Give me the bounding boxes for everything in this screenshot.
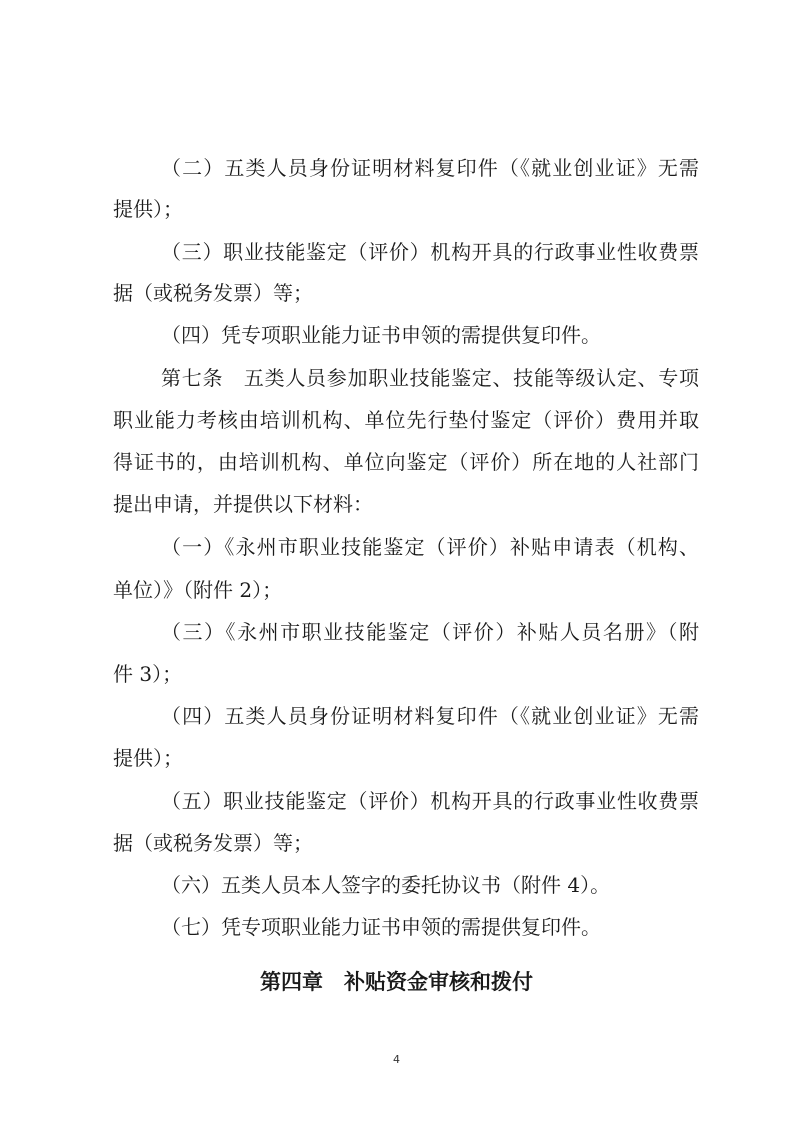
page-number: 4: [393, 1053, 400, 1066]
paragraph-line: （三）《永州市职业技能鉴定（评价）补贴人员名册》（附: [161, 620, 699, 644]
paragraph-line: 据（或税务发票）等；: [113, 831, 313, 855]
paragraph-line: 提供）；: [113, 197, 183, 221]
paragraph-line: （一）《永州市职业技能鉴定（评价）补贴申请表（机构、: [161, 535, 699, 559]
paragraph-line: 提供）；: [113, 746, 183, 770]
paragraph-line: 提出申请，并提供以下材料：: [113, 492, 373, 516]
paragraph-line: 职业能力考核由培训机构、单位先行垫付鉴定（评价）费用并取: [113, 408, 699, 432]
paragraph-line: （二）五类人员身份证明材料复印件（《就业创业证》无需: [161, 156, 699, 180]
paragraph-line: （五）职业技能鉴定（评价）机构开具的行政事业性收费票: [161, 789, 699, 813]
chapter-heading: 第四章 补贴资金审核和拨付: [260, 970, 533, 994]
paragraph-line: （四）五类人员身份证明材料复印件（《就业创业证》无需: [161, 704, 699, 728]
paragraph-line: 得证书的，由培训机构、单位向鉴定（评价）所在地的人社部门: [113, 450, 699, 474]
paragraph-line: 据（或税务发票）等；: [113, 281, 313, 305]
paragraph-line: （三）职业技能鉴定（评价）机构开具的行政事业性收费票: [161, 240, 699, 264]
paragraph-line: （四）凭专项职业能力证书申领的需提供复印件。: [161, 323, 601, 347]
paragraph-line: 单位）》（附件 2）；: [113, 578, 283, 602]
paragraph-line: （七）凭专项职业能力证书申领的需提供复印件。: [161, 915, 601, 939]
paragraph-line: （六）五类人员本人签字的委托协议书（附件 4）。: [161, 873, 611, 897]
paragraph-line: 第七条 五类人员参加职业技能鉴定、技能等级认定、专项: [161, 366, 699, 390]
paragraph-line: 件 3）；: [113, 662, 183, 686]
